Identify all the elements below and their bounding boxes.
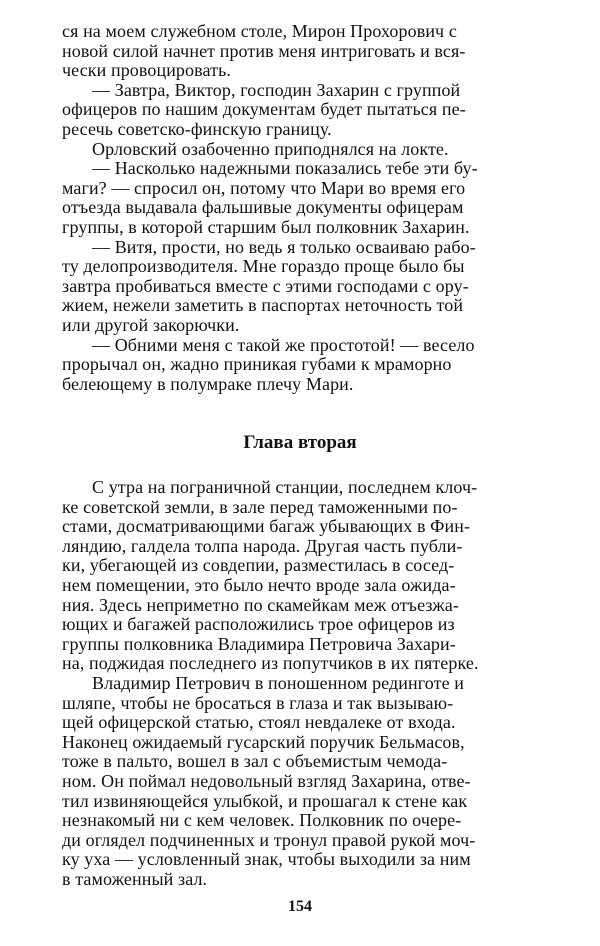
text-line: шляпе, чтобы не бросаться в глаза и так вызываю- [62, 692, 454, 713]
text-line: Наконец ожидаемый гусарский поручик Бельмасов, [62, 731, 465, 752]
text-line: — Витя, прости, но ведь я только осваиваю рабо- [92, 236, 476, 257]
text-line: тоже в пальто, вошел в зал с объемистым чемода- [62, 751, 448, 772]
text-line: ресечь советско-финскую границу. [62, 119, 332, 139]
text-line: новой силой начнет против меня интриговать и вся- [62, 40, 466, 61]
text-line: ту делопроизводителя. Мне гораздо проще было бы [62, 256, 465, 277]
text-line: группы, в которой старшим был полковник Захарин. [62, 217, 470, 237]
text-line: ляндию, галдела толпа народа. Другая часть публи- [62, 535, 463, 556]
text-line: чески провоцировать. [62, 60, 231, 81]
text-line: С утра на пограничной станции, последнем клоч- [92, 477, 478, 497]
text-line: ном. Он поймал недовольный взгляд Захарина, отве- [62, 771, 471, 791]
text-line: маги? — спросил он, потому что Мари во время его [62, 177, 466, 198]
text-line: тил извиняющейся улыбкой, и прошагал к стене как [62, 790, 468, 811]
text-line: стами, досматривающими багаж убывающих в Фин- [62, 516, 471, 537]
page-number: 154 [288, 898, 312, 915]
text-line: ющих и багажей расположились трое офицеров из [62, 614, 455, 635]
text-line: щей офицерской статью, стоял невдалеке от входа. [62, 712, 456, 733]
text-line: ния. Здесь неприметно по скамейкам меж отъезжа- [62, 594, 459, 615]
text-line: офицеров по нашим документам будет пытаться пе- [62, 99, 466, 120]
text-line: на, поджидая последнего из попутчиков в их пятерке. [62, 653, 479, 674]
text-line: прорычал он, жадно приникая губами к мраморно [62, 354, 452, 375]
text-line: или другой закорючки. [62, 315, 240, 335]
text-line: незнакомый ни с кем человек. Полковник по очере- [62, 810, 462, 831]
text-line: — Завтра, Виктор, господин Захарин с группой [92, 79, 461, 100]
text-line: — Насколько надежными показались тебе эти бу- [92, 158, 478, 179]
text-line: — Обними меня с такой же простотой! — весело [92, 334, 475, 355]
text-line: группы полковника Владимира Петровича Захари- [62, 633, 456, 654]
text-line: отъезда выдавала фальшивые документы офицерам [62, 197, 464, 218]
text-line: ку уха — условленный знак, чтобы выходили за ним [62, 849, 471, 870]
chapter-title: Глава вторая [243, 432, 357, 453]
text-line: ке советской земли, в зале перед таможенными по- [62, 496, 458, 517]
text-line: ся на моем служебном столе, Мирон Прохорович с [62, 21, 457, 41]
text-line: нем помещении, это было нечто вроде зала ожида- [62, 575, 456, 595]
text-line: жием, нежели заметить в паспортах неточность той [62, 295, 464, 316]
text-line: в таможенный зал. [62, 869, 208, 889]
text-line: Владимир Петрович в поношенном рединготе и [92, 673, 465, 693]
text-line: ки, убегающей из совдепии, разместилась в сосед- [62, 555, 455, 576]
text-line: завтра пробиваться вместе с этими господами с ору- [62, 275, 469, 296]
text-line: ди оглядел подчиненных и тронул правой рукой моч- [62, 829, 476, 850]
text-line: белеющему в полумраке плечу Мари. [62, 373, 354, 394]
text-line: Орловский озабоченно приподнялся на локте. [92, 138, 449, 159]
